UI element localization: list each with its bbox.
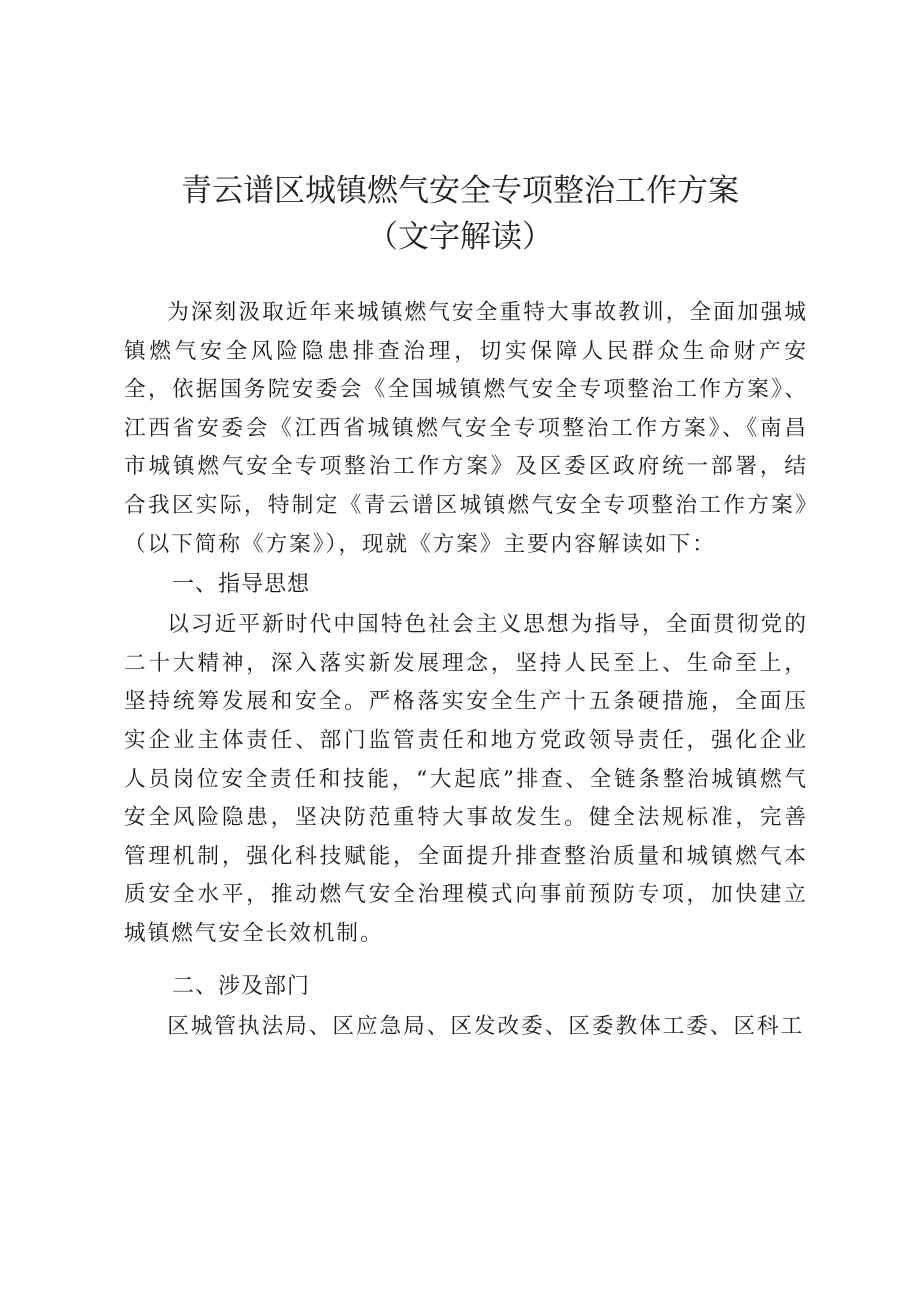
document-title <box>0 168 920 260</box>
document-body <box>124 294 808 1046</box>
section-heading-guiding-ideology: 一、指导思想 <box>172 572 311 598</box>
departments-paragraph: 区城管执法局、区应急局、区发改委、区委教体工委、区科工 <box>167 1013 805 1039</box>
guiding-ideology-paragraph: 以习近平新时代中国特色社会主义思想为指导，全面贯彻党的二十大精神，深入落实新发展理念，坚持人民至上、生命至上，坚持统筹发展和安全。严格落实安全生产十五条硬措施，全面压实企业主体责任、部门监管责任和地方党政领导责任，强化企业人员岗位安全责任和技能，“大起底”排查、全链条整治城镇燃气安全风险隐患，坚决防范重特大事故发生。健全法规标准，完善管理机制，强化科技赋能，全面提升排查整治质量和城镇燃气本质安全水平，推动燃气安全治理模式向事前预防专项，加快建立城镇燃气安全长效机制。 <box>124 612 808 946</box>
intro-paragraph: 为深刻汲取近年来城镇燃气安全重特大事故教训，全面加强城镇燃气安全风险隐患排查治理，切实保障人民群众生命财产安全，依据国务院安委会《全国城镇燃气安全专项整治工作方案》、江西省安委会《江西省城镇燃气安全专项整治工作方案》、《南昌市城镇燃气安全专项整治工作方案》及区委区政府统一部署，结合我区实际，特制定《青云谱区城镇燃气安全专项整治工作方案》（以下简称《方案》），现就《方案》主要内容解读如下： <box>124 300 808 557</box>
title-line-main: 青云谱区城镇燃气安全专项整治工作方案 <box>181 173 739 209</box>
section-heading-departments: 二、涉及部门 <box>172 973 311 999</box>
title-line-sub: （文字解读） <box>367 219 553 255</box>
